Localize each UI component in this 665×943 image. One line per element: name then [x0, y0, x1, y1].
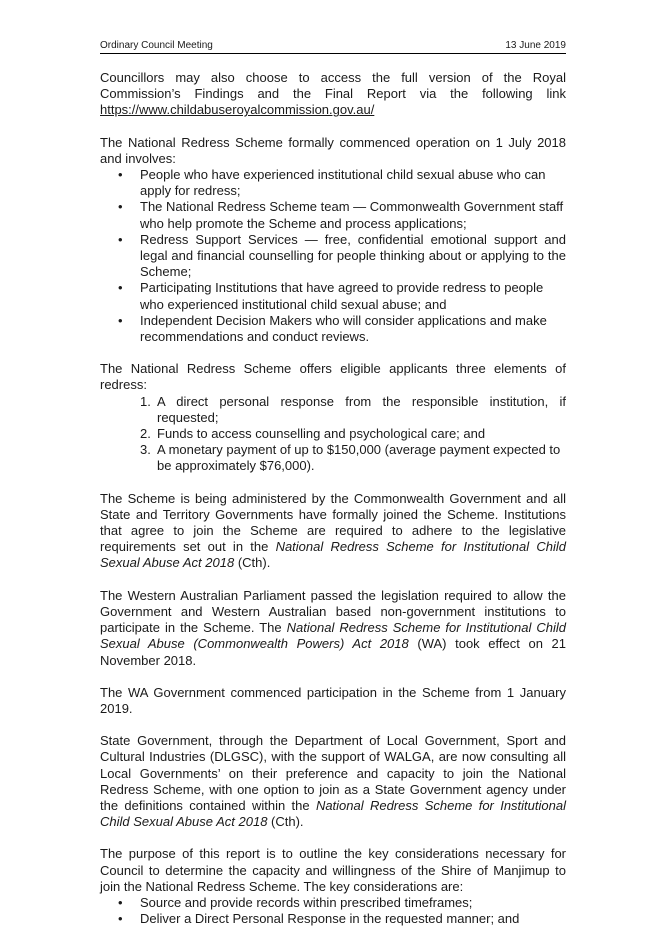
list-item	[140, 426, 566, 442]
paragraph-text: (Cth).	[237, 555, 271, 571]
paragraph-text: The Scheme is being administered by the Commonwealth Government and all State and Territory Governments have formally joined the Scheme. Institutions that agree to join the Scheme are required to adhere to the legislative requirements set out in the	[100, 490, 566, 555]
royal-commission-link[interactable]: https://www.childabuseroyalcommission.gov.au/	[100, 102, 375, 118]
paragraph-administration	[100, 491, 566, 572]
header-date: 13 June 2019	[505, 40, 566, 51]
paragraph-state-government	[100, 733, 566, 830]
list-item	[140, 393, 566, 426]
paragraph-redress-elements: The National Redress Scheme offers eligible applicants three elements of redress:	[100, 361, 566, 393]
list-number: 3.	[140, 442, 151, 458]
paragraph-wa-parliament	[100, 588, 566, 669]
paragraph-royal-commission	[100, 70, 566, 119]
list-item: • Redress Support Services — free, confidential emotional support and legal and financial counselling for people thinking about or applying to the Scheme;	[140, 232, 566, 281]
list-item: • Participating Institutions that have agreed to provide redress to people who experienced institutional child sexual abuse; and	[140, 280, 566, 312]
paragraph-text: The Western Australian Parliament passed the legislation required to allow the Government and Western Australian based non-government institutions to participate in the Scheme. The	[100, 587, 566, 636]
paragraph-report-purpose: The purpose of this report is to outline the key considerations necessary for Council to determine the capacity and willingness of the Shire of Manjimup to join the National Redress Scheme. The key considerations are:	[100, 846, 566, 894]
list-item: • Deliver a Direct Personal Response in the requested manner; and	[140, 911, 566, 927]
key-considerations-list	[100, 895, 566, 927]
paragraph-text: (Cth).	[271, 814, 304, 830]
paragraph-text: State Government, through the Department of Local Government, Sport and Cultural Industries (DLGSC), with the support of WALGA, are now consulting all Local Governments’ on their preference and capacity to join the National Redress Scheme, with one option to join as a State Government agency under the definitions contained within the	[100, 733, 566, 813]
page-header	[100, 40, 566, 54]
document-body	[100, 70, 566, 943]
paragraph-text: Councillors may also choose to access the full version of the Royal Commission’s Findings and the Final Report via the following link	[100, 70, 566, 102]
list-item: • The National Redress Scheme team — Commonwealth Government staff who help promote the Scheme and process applications;	[140, 199, 566, 231]
list-item: • Source and provide records within prescribed timeframes;	[140, 895, 566, 911]
list-item: • People who have experienced institutional child sexual abuse who can apply for redress;	[140, 167, 566, 199]
list-number: 1.	[140, 393, 151, 409]
paragraph-text: (WA) took effect on 21 November 2018.	[100, 636, 566, 668]
paragraph-wa-government: The WA Government commenced participation in the Scheme from 1 January 2019.	[100, 684, 566, 716]
header-meeting-title: Ordinary Council Meeting	[100, 40, 213, 51]
act-title: National Redress Scheme for Institutional Child Sexual Abuse (Commonwealth Powers) Act 2018	[100, 620, 566, 652]
redress-elements-list	[100, 394, 566, 475]
act-title: National Redress Scheme for Institutional Child Sexual Abuse Act 2018	[100, 797, 566, 830]
paragraph-scheme-intro: The National Redress Scheme formally commenced operation on 1 July 2018 and involves:	[100, 134, 566, 166]
act-title: National Redress Scheme for Institutional Child Sexual Abuse Act 2018	[100, 539, 566, 571]
list-item: • Independent Decision Makers who will consider applications and make recommendations and conduct reviews.	[140, 313, 566, 345]
list-text: Funds to access counselling and psychological care; and	[157, 426, 486, 442]
list-text: A monetary payment of up to $150,000 (average payment expected to be approximately $76,000).	[157, 442, 561, 474]
list-text: A direct personal response from the responsible institution, if requested;	[157, 393, 566, 425]
list-number: 2.	[140, 426, 151, 442]
list-item	[140, 442, 566, 474]
scheme-components-list	[100, 167, 566, 345]
